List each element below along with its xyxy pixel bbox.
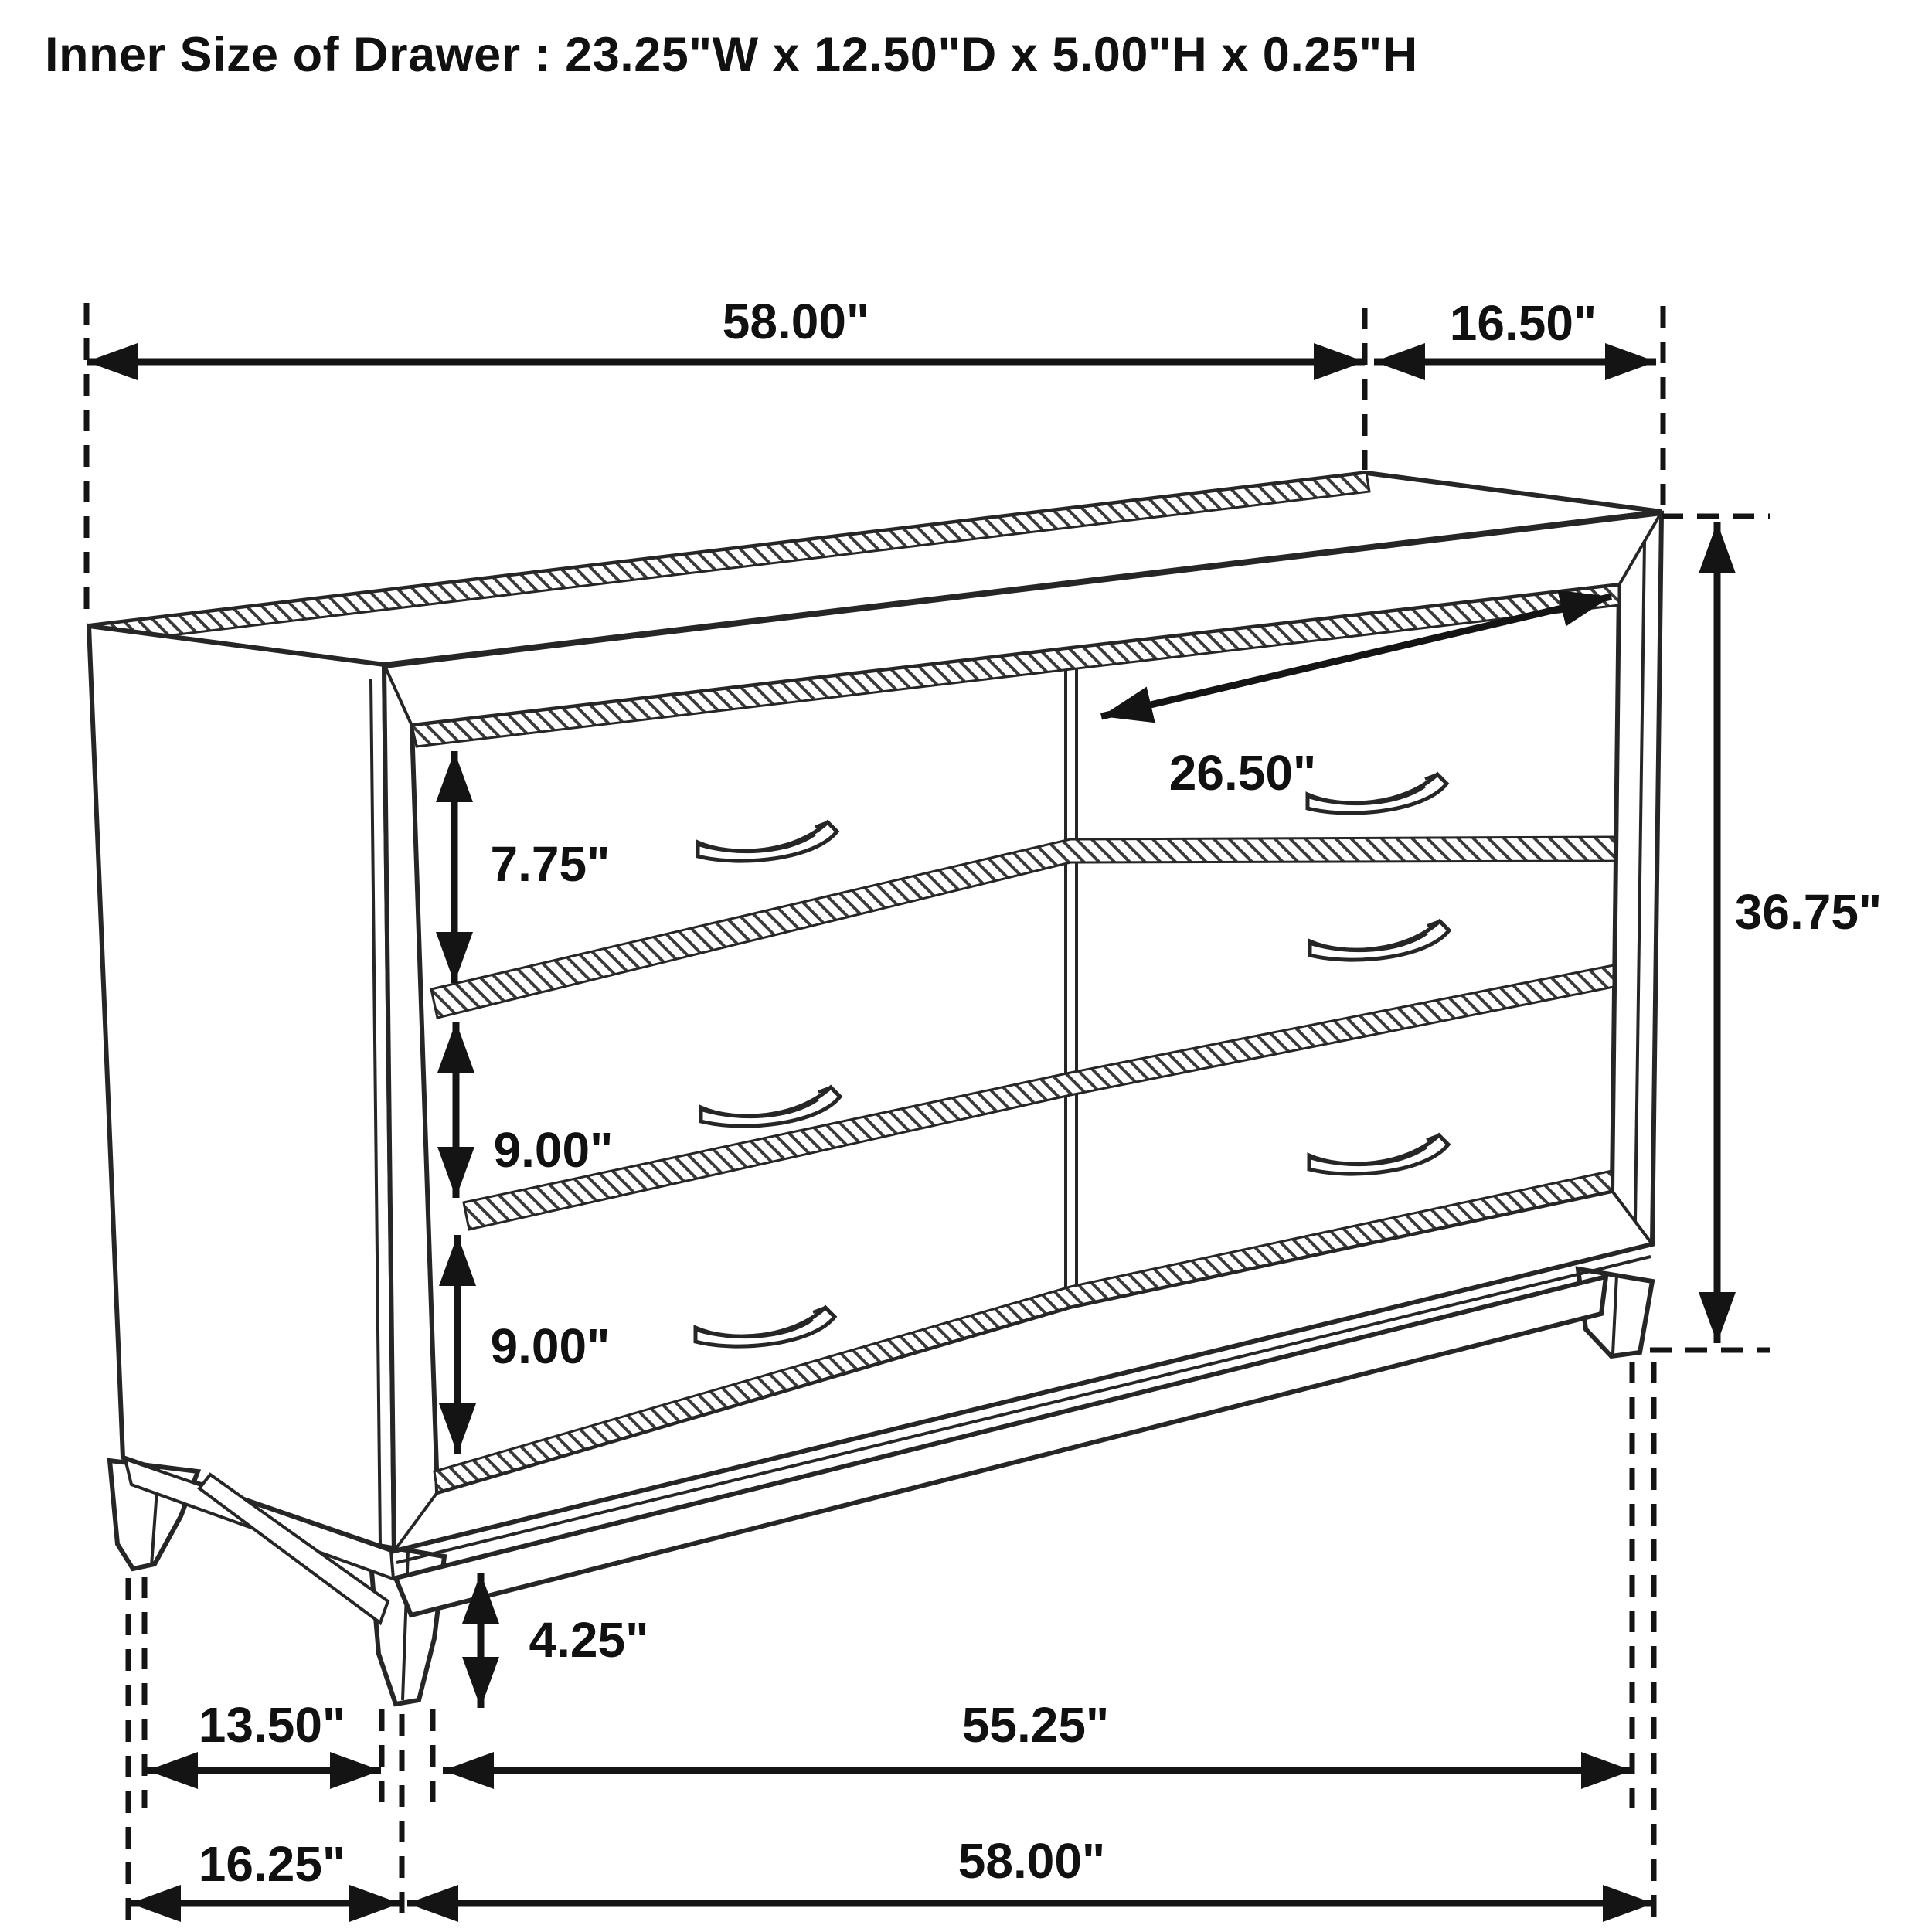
dim-overall-height	[1650, 516, 1882, 1350]
dim-drawer-inner-width-label: 26.50"	[1168, 745, 1317, 801]
dim-base-leg-spacing-label: 13.50"	[198, 1697, 346, 1753]
dim-base-inner-width	[443, 1697, 1632, 1770]
dim-leg-height-label: 4.25"	[529, 1612, 649, 1668]
dim-overall-height-label: 36.75"	[1734, 884, 1883, 940]
dim-middle-drawer-height-label: 9.00"	[493, 1122, 614, 1178]
dim-bottom-drawer-height-label: 9.00"	[490, 1318, 611, 1374]
dim-overall-width-bottom	[407, 1833, 1654, 1903]
page-title: Inner Size of Drawer : 23.25"W x 12.50"D x 5.00"H x 0.25"H	[45, 28, 1418, 82]
dim-base-inner-width-label: 55.25"	[961, 1697, 1110, 1753]
dim-base-depth-label: 16.25"	[198, 1836, 346, 1892]
dim-top-drawer-height-label: 7.75"	[490, 836, 611, 892]
dresser-front-face	[384, 513, 1662, 1563]
dim-overall-width-bottom-label: 58.00"	[957, 1833, 1106, 1889]
dim-base-depth	[130, 1836, 400, 1903]
dresser-left-side	[89, 626, 394, 1551]
side-panel	[89, 626, 394, 1551]
dim-depth-top	[1374, 295, 1663, 507]
dresser	[89, 473, 1662, 1704]
dim-depth-top-label: 16.50"	[1449, 295, 1597, 351]
dim-base-leg-spacing	[147, 1697, 381, 1770]
dim-overall-width-top-label: 58.00"	[722, 294, 870, 349]
